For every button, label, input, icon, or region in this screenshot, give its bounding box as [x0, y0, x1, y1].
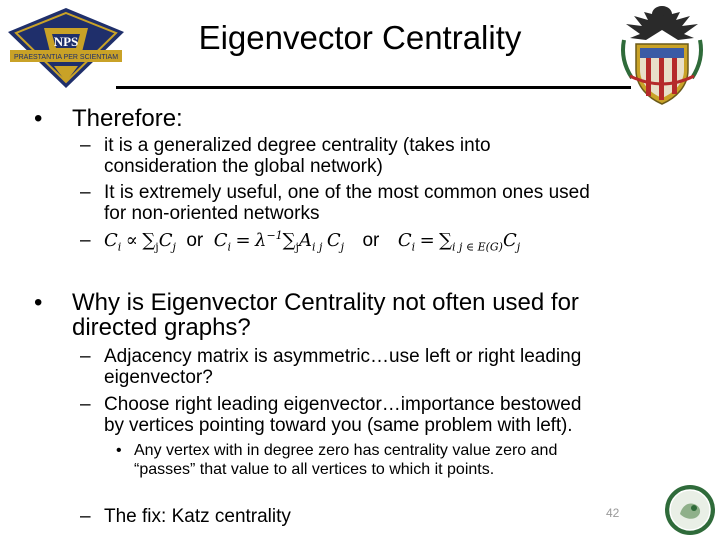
title-underline	[116, 86, 631, 89]
bullet-marker: •	[34, 289, 43, 316]
nps-logo-motto: PRAESTANTIA PER SCIENTIAM	[13, 54, 119, 61]
section2-item-1-line-1: Adjacency matrix is asymmetric…use left or right leading	[104, 346, 582, 367]
formula-ci: $C_i$	[104, 230, 122, 254]
sum-symbol: $\sum_j$	[282, 230, 299, 254]
slide-title: Eigenvector Centrality	[198, 19, 522, 56]
section1-item-1-line-1: it is a generalized degree centrality (takes into	[104, 135, 491, 156]
bullet-marker: •	[34, 105, 43, 132]
formula-ci: $C_i$	[397, 230, 416, 254]
sum-symbol: $\sum_{i j \in E(G)}$	[439, 230, 503, 254]
dash-marker: –	[80, 346, 91, 367]
section1-item-2-line-1: It is extremely useful, one of the most common ones used	[104, 182, 590, 203]
formula-ci: $C_i$	[213, 230, 232, 254]
equals-symbol: =	[235, 230, 251, 251]
formula-cj: $C_j$	[158, 230, 176, 254]
or-text: or	[362, 230, 380, 251]
nps-logo-text: NPS	[53, 34, 79, 49]
section1-item-1-line-2: consideration the global network)	[104, 156, 383, 177]
section1-item-2-line-2: for non-oriented networks	[104, 203, 320, 224]
section2-subitem-line-1: Any vertex with in degree zero has centrality value zero and	[134, 442, 558, 459]
proportional-symbol: ∝	[125, 230, 138, 251]
sub-bullet-marker: •	[116, 442, 122, 459]
section2-item-2-line-1: Choose right leading eigenvector…importance bestowed	[104, 394, 582, 415]
katz-fix-item: The fix: Katz centrality	[104, 506, 291, 527]
centrality-formula	[104, 229, 520, 254]
formula-aij: $A_{i j}$	[298, 230, 323, 254]
nps-logo-icon	[4, 6, 128, 90]
dash-marker: –	[80, 182, 91, 203]
section2-item-2-line-2: by vertices pointing toward you (same problem with left).	[104, 415, 573, 436]
sum-symbol: $\sum_j$	[142, 230, 159, 254]
dash-marker: –	[80, 394, 91, 415]
seal-icon	[664, 484, 716, 536]
section2-heading-line-2: directed graphs?	[72, 314, 251, 341]
dash-marker: –	[80, 506, 91, 527]
section2-subitem-line-2: “passes” that value to all vertices to which it points.	[134, 461, 495, 478]
formula-lambda: $\lambda^{-1}$	[255, 229, 283, 251]
dash-marker: –	[80, 230, 91, 251]
or-text: or	[186, 230, 204, 251]
section2-heading-line-1: Why is Eigenvector Centrality not often used for	[72, 289, 579, 316]
formula-cj: $C_j$	[502, 230, 521, 254]
formula-cj: $C_j$	[326, 230, 345, 254]
section2-item-1-line-2: eigenvector?	[104, 367, 213, 388]
equals-symbol: =	[419, 230, 435, 251]
page-number: 42	[606, 506, 620, 520]
section1-heading: Therefore:	[72, 105, 183, 132]
academy-crest-icon	[616, 0, 708, 106]
dash-marker: –	[80, 135, 91, 156]
